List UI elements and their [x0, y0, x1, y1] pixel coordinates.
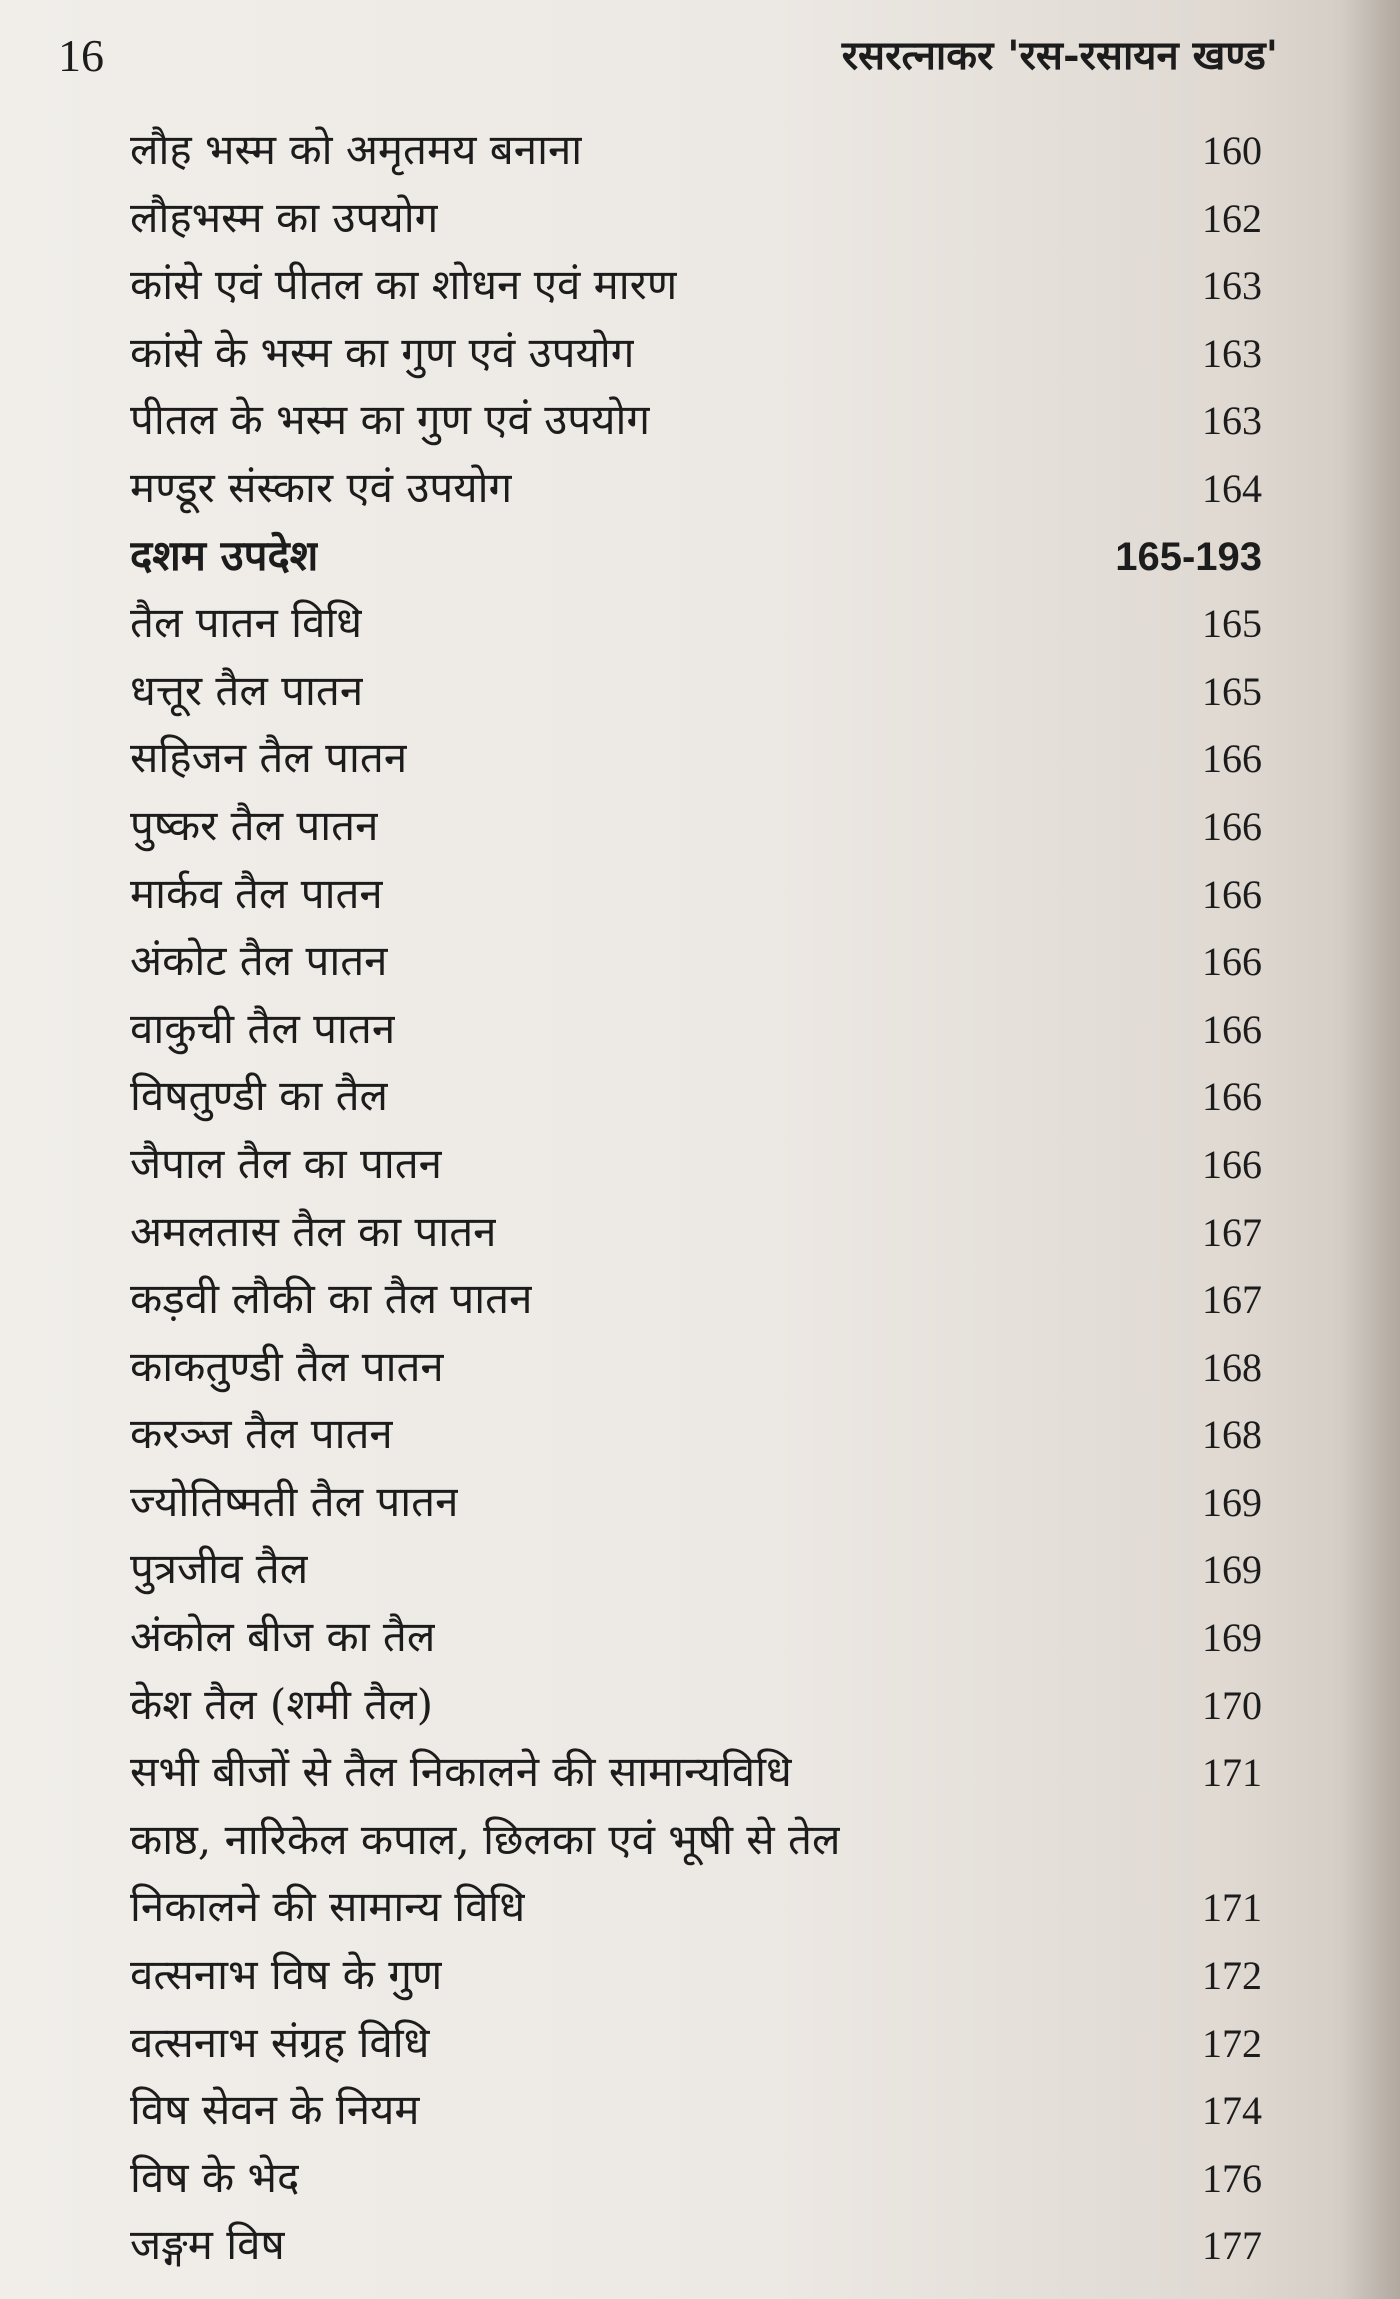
toc-entry-page: 170 [1202, 1682, 1262, 1728]
toc-entry-title: अंकोट तैल पातन [130, 936, 388, 986]
toc-entry-page: 166 [1202, 1006, 1262, 1052]
toc-entry-page: 172 [1202, 2020, 1262, 2066]
toc-entry [130, 1873, 1262, 1941]
toc-entry-title: निकालने की सामान्य विधि [130, 1882, 526, 1932]
toc-entry [130, 2076, 1262, 2144]
toc-entry-title: सभी बीजों से तैल निकालने की सामान्यविधि [130, 1747, 792, 1797]
toc-entry-page: 165 [1202, 668, 1262, 714]
toc-entry-page: 168 [1202, 1412, 1262, 1458]
toc-entry [130, 1333, 1262, 1401]
toc-entry [130, 1062, 1262, 1130]
toc-entry-page: 160 [1202, 128, 1262, 173]
toc-entry-page: 169 [1202, 1615, 1262, 1661]
toc-entry-title: मार्कव तैल पातन [130, 868, 383, 918]
toc-entry-page: 167 [1202, 1209, 1262, 1255]
toc-entry-title: वत्सनाभ संग्रह विधि [130, 2017, 430, 2067]
toc-entry-title: काकतुण्डी तैल पातन [130, 1341, 444, 1391]
toc-entry-page: 177 [1202, 2223, 1262, 2269]
toc-entry [130, 2211, 1262, 2279]
toc-entry-title: सहिजन तैल पातन [130, 733, 408, 783]
toc-entry-title: विष सेवन के नियम [130, 2085, 420, 2135]
toc-entry [130, 995, 1262, 1063]
toc-entry-page: 165-193 [1115, 534, 1262, 579]
toc-entry [130, 1130, 1262, 1198]
toc-entry [130, 184, 1262, 252]
toc-entry [130, 1265, 1262, 1333]
toc-entry [130, 657, 1262, 725]
page-number: 16 [58, 30, 104, 81]
toc-entry-page: 165 [1202, 601, 1262, 647]
toc-entry-title: केश तैल (शमी तैल) [130, 1679, 434, 1729]
toc-entry-title: तैल पातन विधि [130, 598, 363, 648]
toc-entry-title: लौह भस्म को अमृतमय बनाना [130, 125, 583, 174]
toc-entry-title: पुत्रजीव तैल [130, 1544, 309, 1594]
toc-entry-page: 176 [1202, 2155, 1262, 2201]
toc-entry-page: 169 [1202, 1479, 1262, 1525]
toc-entry [130, 1738, 1262, 1806]
toc-entry-title: पुष्कर तैल पातन [130, 800, 379, 850]
toc-entry [130, 386, 1262, 454]
toc-entry [130, 116, 1262, 184]
toc-entry [130, 2144, 1262, 2212]
toc-entry-page: 162 [1202, 195, 1262, 241]
toc-entry-title: ज्योतिष्मती तैल पातन [130, 1476, 459, 1526]
toc-entry [130, 1603, 1262, 1671]
toc-entry-title: विष के भेद [130, 2152, 300, 2202]
toc-entry-page: 174 [1202, 2088, 1262, 2134]
toc-entry-title: काष्ठ, नारिकेल कपाल, छिलका एवं भूषी से तेल [130, 1814, 841, 1864]
toc-entry-page: 163 [1202, 398, 1262, 444]
toc-entry [130, 1468, 1262, 1536]
toc-entry [130, 724, 1262, 792]
table-of-contents [130, 116, 1262, 2279]
toc-entry-title: कड़वी लौकी का तैल पातन [130, 1274, 533, 1324]
toc-entry-page: 171 [1202, 1885, 1262, 1931]
toc-entry-title: धत्तूर तैल पातन [130, 665, 364, 715]
toc-entry-page: 163 [1202, 330, 1262, 376]
toc-entry-title: वत्सनाभ विष के गुण [130, 1950, 443, 2000]
toc-entry-title: अमलतास तैल का पातन [130, 1206, 497, 1256]
toc-entry [130, 2009, 1262, 2077]
toc-entry-title: पीतल के भस्म का गुण एवं उपयोग [130, 395, 650, 445]
toc-entry [130, 1400, 1262, 1468]
page-binding-shadow [1340, 0, 1400, 2299]
page-header [58, 26, 1278, 96]
toc-entry-title: करञ्ज तैल पातन [130, 1409, 393, 1459]
toc-entry-page: 166 [1202, 871, 1262, 917]
toc-entry [130, 589, 1262, 657]
toc-entry-title: जैपाल तैल का पातन [130, 1138, 442, 1188]
toc-entry-title: कांसे के भस्म का गुण एवं उपयोग [130, 327, 635, 377]
toc-entry-page: 167 [1202, 1277, 1262, 1323]
toc-entry-title: लौहभस्म का उपयोग [130, 192, 439, 242]
toc-entry-page: 171 [1202, 1750, 1262, 1796]
toc-entry [130, 792, 1262, 860]
toc-entry-page: 164 [1202, 465, 1262, 511]
toc-entry-title: अंकोल बीज का तैल [130, 1612, 436, 1662]
toc-entry-title: कांसे एवं पीतल का शोधन एवं मारण [130, 260, 678, 310]
toc-entry-title: दशम उपदेश [130, 530, 319, 580]
toc-entry-title: मण्डूर संस्कार एवं उपयोग [130, 462, 513, 512]
toc-entry [130, 1198, 1262, 1266]
toc-entry-page: 163 [1202, 263, 1262, 309]
toc-entry-title: वाकुची तैल पातन [130, 1003, 396, 1053]
toc-entry [130, 319, 1262, 387]
running-title: रसरत्नाकर 'रस-रसायन खण्ड' [841, 32, 1278, 79]
toc-entry-page: 166 [1202, 736, 1262, 782]
toc-entry-page: 172 [1202, 1953, 1262, 1999]
toc-entry [130, 1671, 1262, 1739]
toc-entry [130, 251, 1262, 319]
toc-entry [130, 454, 1262, 522]
toc-entry-page: 169 [1202, 1547, 1262, 1593]
toc-entry-page: 166 [1202, 1074, 1262, 1120]
toc-entry-page: 168 [1202, 1344, 1262, 1390]
toc-entry [130, 1535, 1262, 1603]
toc-entry [130, 927, 1262, 995]
toc-entry-title: जङ्गम विष [130, 2220, 285, 2270]
toc-entry-page: 166 [1202, 803, 1262, 849]
toc-entry [130, 1806, 1262, 1874]
toc-entry-page: 166 [1202, 1141, 1262, 1187]
toc-entry-title: विषतुण्डी का तैल [130, 1071, 388, 1121]
toc-entry [130, 860, 1262, 928]
toc-entry-page: 166 [1202, 939, 1262, 985]
toc-entry [130, 1941, 1262, 2009]
toc-section-heading [130, 522, 1262, 590]
